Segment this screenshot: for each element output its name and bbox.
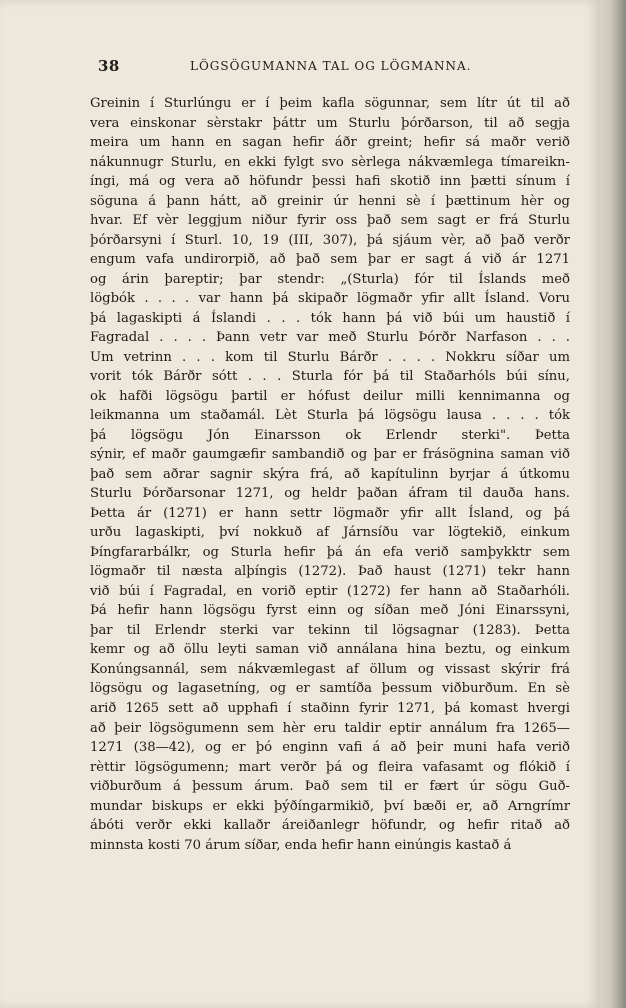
text-line: lögsögu og lagasetníng, og er samtíða þessum viðburðum. En sè [90,681,570,697]
text-line: viðburðum á þessum árum. Það sem til er fært úr sögu Guð- [90,779,570,795]
text-line: söguna á þann hátt, að greinir úr henni sè í þættinum hèr og [90,193,570,209]
text-line: urðu lagaskipti, því nokkuð af Járnsíðu var lögtekið, einkum [90,525,570,541]
text-line: lögbók . . . . var hann þá skipaðr lögmaðr yfir allt Ísland. Voru [90,291,570,307]
text-line: Um vetrinn . . . kom til Sturlu Bárðr . . . . Nokkru síðar um [90,349,570,365]
text-line: Þíngfararbálkr, og Sturla hefir þá án efa verið samþykktr sem [90,544,570,560]
text-line: Konúngsannál, sem nákvæmlegast af öllum og vissast skýrir frá [90,661,570,677]
text-line: leikmanna um staðamál. Lèt Sturla þá lögsögu lausa . . . . tók [90,408,570,424]
text-line: rèttir lögsögumenn; mart verðr þá og fleira vafasamt og flókið í [90,759,570,775]
text-line: meira um hann en sagan hefir áðr greint; hefir sá maðr verið [90,135,570,151]
text-line: íngi, má og vera að höfundr þessi hafi skotið inn þætti sínum í [90,174,570,190]
text-line: þórðarsyni í Sturl. 10, 19 (III, 307), þá sjáum vèr, að það verðr [90,232,570,248]
text-line: Greinin í Sturlúngu er í þeim kafla sögunnar, sem lítr út til að [90,96,570,111]
page-number: 38 [98,57,120,75]
running-title: LÖGSÖGUMANNA TAL OG LÖGMANNA. [190,59,472,73]
text-line: engum vafa undirorpið, að það sem þar er sagt á við ár 1271 [90,252,570,268]
text-line: nákunnugr Sturlu, en ekki fylgt svo sèrlega nákvæmlega tímareikn- [90,154,570,170]
text-line: þá lagaskipti á Íslandi . . . tók hann þá við búi um haustið í [90,310,570,326]
text-line: minnsta kosti 70 árum síðar, enda hefir hann einúngis kastað á [90,837,512,853]
page-header [90,57,574,81]
text-line: hvar. Ef vèr leggjum niður fyrir oss það sem sagt er frá Sturlu [90,213,570,229]
text-line: þar til Erlendr sterki var tekinn til lögsagnar (1283). Þetta [90,622,570,638]
text-line: að þeir lögsögumenn sem hèr eru taldir eptir annálum fra 1265— [90,720,570,736]
text-line: 1271 (38—42), og er þó enginn vafi á að þeir muni hafa verið [90,740,570,756]
text-line: við búi í Fagradal, en vorið eptir (1272) fer hann að Staðarhóli. [90,583,570,599]
text-line: Þetta ár (1271) er hann settr lögmaðr yfir allt Ísland, og þá [90,505,570,521]
text-line: vorit tók Bárðr sótt . . . Sturla fór þá til Staðarhóls búi sínu, [90,369,570,385]
text-line: Fagradal . . . . Þann vetr var með Sturlu Þórðr Narfason . . . [90,330,570,346]
text-line: kemr og að öllu leyti saman við annálana hina beztu, og einkum [90,642,570,658]
text-line: arið 1265 sett að upphafi í staðinn fyrir 1271, þá komast hvergi [90,700,570,716]
text-line: þá lögsögu Jón Einarsson ok Erlendr sterki". Þetta [90,427,570,443]
text-line: vera einskonar sèrstakr þáttr um Sturlu þórðarson, til að segja [90,115,570,131]
body-text [90,94,570,855]
text-line: lögmaðr til næsta alþíngis (1272). Það haust (1271) tekr hann [90,564,570,580]
page-edge [600,0,626,1008]
text-line: ábóti verðr ekki kallaðr áreiðanlegr höfundr, og hefir ritað að [90,818,570,834]
text-line: Sturlu Þórðarsonar 1271, og heldr þaðan áfram til dauða hans. [90,486,570,502]
text-line: Þá hefir hann lögsögu fyrst einn og síðan með Jóni Einarssyni, [90,603,570,619]
text-line: ok hafði lögsögu þartil er hófust deilur milli kennimanna og [90,388,570,404]
text-line: mundar biskups er ekki þýðíngarmikið, því bæði er, að Arngrímr [90,798,570,814]
text-line: það sem aðrar sagnir skýra frá, að kapítulinn byrjar á útkomu [90,466,570,482]
text-line: sýnir, ef maðr gaumgæfir sambandið og þar er frásögnina saman við [90,447,570,463]
text-line: og árin þareptir; þar stendr: „(Sturla) fór til Íslands með [90,271,570,287]
